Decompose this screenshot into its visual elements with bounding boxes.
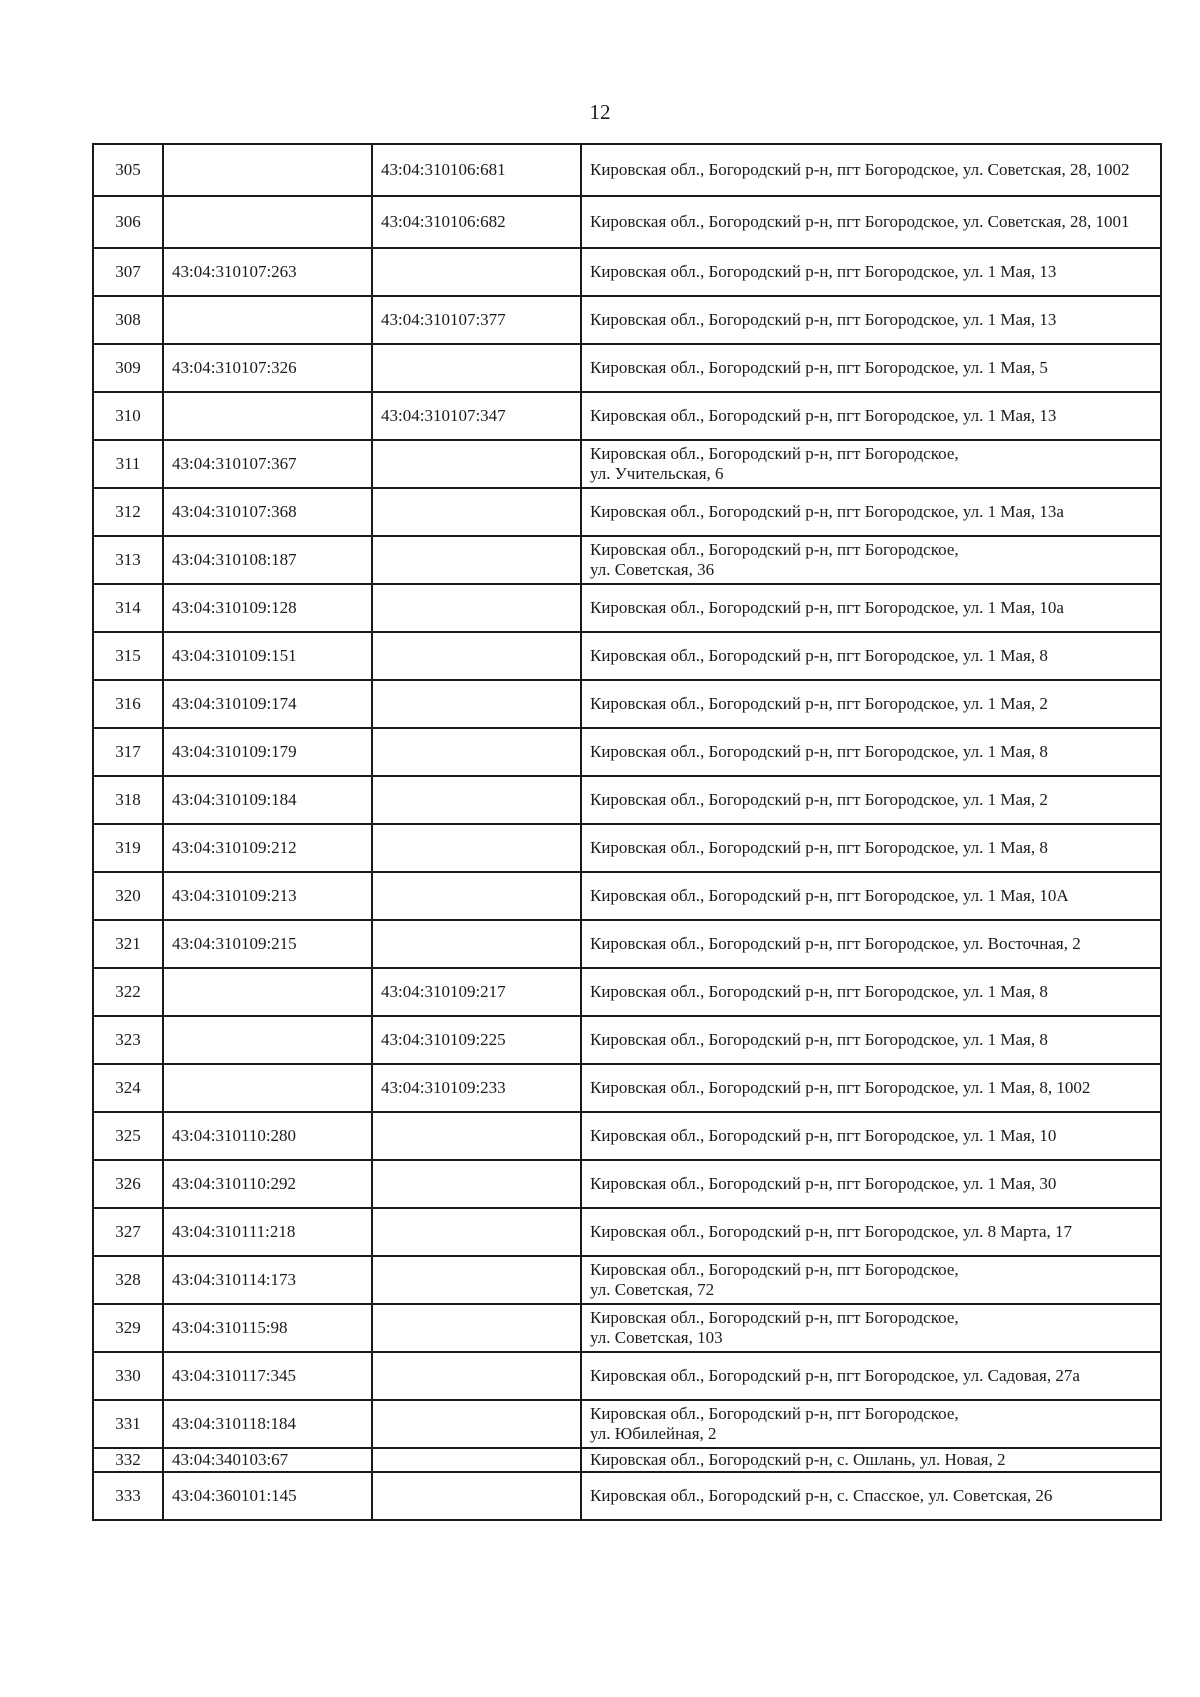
- address-cell: [581, 392, 1161, 440]
- table-row: [93, 1160, 1161, 1208]
- table-row: [93, 536, 1161, 584]
- cadastral-number-cell: 43:04:340103:67: [163, 1448, 372, 1472]
- table-row: [93, 1208, 1161, 1256]
- row-number-cell: 329: [93, 1304, 163, 1352]
- cadastral-number-cell: [372, 1304, 581, 1352]
- address-cell: [581, 872, 1161, 920]
- address-line: Кировская обл., Богородский р-н, пгт Богородское, ул. 1 Мая, 13: [590, 406, 1057, 425]
- cadastral-number-cell: [372, 920, 581, 968]
- cadastral-number-cell: [372, 1472, 581, 1520]
- address-cell: [581, 824, 1161, 872]
- cadastral-number-cell: 43:04:310109:217: [372, 968, 581, 1016]
- row-number-cell: 316: [93, 680, 163, 728]
- cadastral-number-cell: 43:04:310109:233: [372, 1064, 581, 1112]
- cadastral-number-cell: 43:04:310109:179: [163, 728, 372, 776]
- row-number-cell: 331: [93, 1400, 163, 1448]
- address-line: Кировская обл., Богородский р-н, пгт Богородское, ул. 1 Мая, 5: [590, 358, 1048, 377]
- address-cell: [581, 584, 1161, 632]
- cadastral-number-cell: 43:04:310110:280: [163, 1112, 372, 1160]
- cadastral-number-cell: [372, 584, 581, 632]
- cadastral-number-cell: [163, 144, 372, 196]
- cadastral-number-cell: 43:04:310115:98: [163, 1304, 372, 1352]
- address-cell: [581, 728, 1161, 776]
- address-cell: [581, 632, 1161, 680]
- cadastral-number-cell: 43:04:310107:377: [372, 296, 581, 344]
- address-cell: [581, 440, 1161, 488]
- address-line: ул. Советская, 36: [590, 560, 715, 579]
- address-line: Кировская обл., Богородский р-н, с. Ошлань, ул. Новая, 2: [590, 1450, 1006, 1469]
- address-cell: [581, 1160, 1161, 1208]
- address-cell: [581, 1064, 1161, 1112]
- cadastral-number-cell: 43:04:310106:681: [372, 144, 581, 196]
- page-number: 12: [589, 100, 611, 124]
- address-cell: [581, 488, 1161, 536]
- address-line: Кировская обл., Богородский р-н, пгт Богородское, ул. 1 Мая, 2: [590, 790, 1048, 809]
- table-row: [93, 776, 1161, 824]
- cadastral-number-cell: 43:04:310107:347: [372, 392, 581, 440]
- cadastral-number-cell: [372, 488, 581, 536]
- cadastral-number-cell: 43:04:310117:345: [163, 1352, 372, 1400]
- table-row: [93, 1016, 1161, 1064]
- address-line: Кировская обл., Богородский р-н, пгт Богородское, ул. Восточная, 2: [590, 934, 1081, 953]
- table-row: [93, 296, 1161, 344]
- address-line: Кировская обл., Богородский р-н, пгт Богородское,: [590, 1404, 959, 1423]
- row-number-cell: 332: [93, 1448, 163, 1472]
- row-number-cell: 320: [93, 872, 163, 920]
- address-line: ул. Учительская, 6: [590, 464, 724, 483]
- address-line: Кировская обл., Богородский р-н, пгт Богородское, ул. 1 Мая, 8: [590, 838, 1048, 857]
- cadastral-number-cell: 43:04:310109:215: [163, 920, 372, 968]
- address-line: Кировская обл., Богородский р-н, пгт Богородское, ул. 1 Мая, 8: [590, 982, 1048, 1001]
- cadastral-number-cell: [372, 872, 581, 920]
- address-line: Кировская обл., Богородский р-н, пгт Богородское, ул. Садовая, 27а: [590, 1366, 1080, 1385]
- address-line: Кировская обл., Богородский р-н, пгт Богородское, ул. 1 Мая, 10: [590, 1126, 1057, 1145]
- row-number-cell: 305: [93, 144, 163, 196]
- row-number-cell: 324: [93, 1064, 163, 1112]
- address-line: Кировская обл., Богородский р-н, пгт Богородское, ул. 1 Мая, 10А: [590, 886, 1069, 905]
- cadastral-number-cell: 43:04:310109:128: [163, 584, 372, 632]
- cadastral-number-cell: 43:04:310109:151: [163, 632, 372, 680]
- row-number-cell: 307: [93, 248, 163, 296]
- address-line: Кировская обл., Богородский р-н, пгт Богородское, ул. 1 Мая, 30: [590, 1174, 1057, 1193]
- address-cell: [581, 968, 1161, 1016]
- address-line: Кировская обл., Богородский р-н, пгт Богородское, ул. 1 Мая, 8, 1002: [590, 1078, 1091, 1097]
- cadastral-number-cell: 43:04:310109:212: [163, 824, 372, 872]
- cadastral-number-cell: [372, 248, 581, 296]
- row-number-cell: 333: [93, 1472, 163, 1520]
- table-row: [93, 196, 1161, 248]
- table-row: [93, 920, 1161, 968]
- address-line: Кировская обл., Богородский р-н, пгт Богородское,: [590, 1260, 959, 1279]
- address-cell: [581, 1400, 1161, 1448]
- row-number-cell: 325: [93, 1112, 163, 1160]
- cadastral-number-cell: 43:04:310107:367: [163, 440, 372, 488]
- address-cell: [581, 1448, 1161, 1472]
- row-number-cell: 323: [93, 1016, 163, 1064]
- row-number-cell: 312: [93, 488, 163, 536]
- cadastral-number-cell: [163, 392, 372, 440]
- cadastral-number-cell: [163, 1064, 372, 1112]
- address-line: Кировская обл., Богородский р-н, пгт Богородское, ул. 1 Мая, 8: [590, 1030, 1048, 1049]
- registry-table-body: [93, 144, 1161, 1520]
- address-line: Кировская обл., Богородский р-н, пгт Богородское, ул. Советская, 28, 1002: [590, 160, 1130, 179]
- row-number-cell: 309: [93, 344, 163, 392]
- cadastral-number-cell: [372, 440, 581, 488]
- cadastral-number-cell: 43:04:310111:218: [163, 1208, 372, 1256]
- cadastral-number-cell: [372, 824, 581, 872]
- cadastral-number-cell: [372, 1352, 581, 1400]
- cadastral-number-cell: [163, 1016, 372, 1064]
- address-cell: [581, 144, 1161, 196]
- cadastral-number-cell: 43:04:310108:187: [163, 536, 372, 584]
- cadastral-number-cell: 43:04:310109:184: [163, 776, 372, 824]
- cadastral-number-cell: [163, 968, 372, 1016]
- cadastral-number-cell: [372, 728, 581, 776]
- cadastral-number-cell: 43:04:310106:682: [372, 196, 581, 248]
- table-row: [93, 1448, 1161, 1472]
- cadastral-number-cell: [372, 536, 581, 584]
- row-number-cell: 317: [93, 728, 163, 776]
- cadastral-number-cell: 43:04:310110:292: [163, 1160, 372, 1208]
- row-number-cell: 326: [93, 1160, 163, 1208]
- address-line: Кировская обл., Богородский р-н, пгт Богородское,: [590, 1308, 959, 1327]
- table-row: [93, 968, 1161, 1016]
- cadastral-number-cell: [163, 196, 372, 248]
- row-number-cell: 311: [93, 440, 163, 488]
- address-cell: [581, 1304, 1161, 1352]
- table-row: [93, 440, 1161, 488]
- cadastral-number-cell: 43:04:310109:225: [372, 1016, 581, 1064]
- row-number-cell: 321: [93, 920, 163, 968]
- cadastral-number-cell: [372, 1112, 581, 1160]
- table-row: [93, 1472, 1161, 1520]
- address-line: Кировская обл., Богородский р-н, пгт Богородское, ул. 1 Мая, 8: [590, 742, 1048, 761]
- registry-table: [92, 143, 1162, 1521]
- address-cell: [581, 344, 1161, 392]
- row-number-cell: 314: [93, 584, 163, 632]
- cadastral-number-cell: 43:04:360101:145: [163, 1472, 372, 1520]
- address-cell: [581, 248, 1161, 296]
- address-line: Кировская обл., Богородский р-н, с. Спасское, ул. Советская, 26: [590, 1486, 1053, 1505]
- cadastral-number-cell: [372, 1208, 581, 1256]
- cadastral-number-cell: [163, 296, 372, 344]
- address-line: Кировская обл., Богородский р-н, пгт Богородское, ул. Советская, 28, 1001: [590, 212, 1130, 231]
- row-number-cell: 306: [93, 196, 163, 248]
- cadastral-number-cell: [372, 1256, 581, 1304]
- table-row: [93, 1304, 1161, 1352]
- table-row: [93, 144, 1161, 196]
- address-line: Кировская обл., Богородский р-н, пгт Богородское,: [590, 540, 959, 559]
- table-row: [93, 1256, 1161, 1304]
- table-row: [93, 1064, 1161, 1112]
- address-cell: [581, 920, 1161, 968]
- address-line: Кировская обл., Богородский р-н, пгт Богородское, ул. 1 Мая, 2: [590, 694, 1048, 713]
- table-row: [93, 632, 1161, 680]
- cadastral-number-cell: [372, 680, 581, 728]
- row-number-cell: 322: [93, 968, 163, 1016]
- table-row: [93, 680, 1161, 728]
- cadastral-number-cell: 43:04:310109:213: [163, 872, 372, 920]
- cadastral-number-cell: 43:04:310107:263: [163, 248, 372, 296]
- address-cell: [581, 1352, 1161, 1400]
- address-cell: [581, 196, 1161, 248]
- cadastral-number-cell: [372, 1448, 581, 1472]
- table-row: [93, 392, 1161, 440]
- row-number-cell: 308: [93, 296, 163, 344]
- address-line: Кировская обл., Богородский р-н, пгт Богородское, ул. 1 Мая, 13: [590, 262, 1057, 281]
- address-line: Кировская обл., Богородский р-н, пгт Богородское, ул. 1 Мая, 13а: [590, 502, 1064, 521]
- address-cell: [581, 296, 1161, 344]
- address-line: ул. Советская, 72: [590, 1280, 715, 1299]
- address-line: Кировская обл., Богородский р-н, пгт Богородское, ул. 1 Мая, 13: [590, 310, 1057, 329]
- address-line: Кировская обл., Богородский р-н, пгт Богородское, ул. 1 Мая, 10а: [590, 598, 1064, 617]
- cadastral-number-cell: 43:04:310107:368: [163, 488, 372, 536]
- address-cell: [581, 1112, 1161, 1160]
- table-row: [93, 728, 1161, 776]
- row-number-cell: 327: [93, 1208, 163, 1256]
- cadastral-number-cell: [372, 1160, 581, 1208]
- table-row: [93, 872, 1161, 920]
- cadastral-number-cell: 43:04:310109:174: [163, 680, 372, 728]
- address-line: Кировская обл., Богородский р-н, пгт Богородское,: [590, 444, 959, 463]
- table-row: [93, 1352, 1161, 1400]
- address-cell: [581, 1256, 1161, 1304]
- cadastral-number-cell: 43:04:310118:184: [163, 1400, 372, 1448]
- address-cell: [581, 1472, 1161, 1520]
- cadastral-number-cell: 43:04:310114:173: [163, 1256, 372, 1304]
- cadastral-number-cell: [372, 1400, 581, 1448]
- row-number-cell: 328: [93, 1256, 163, 1304]
- cadastral-number-cell: [372, 632, 581, 680]
- address-cell: [581, 680, 1161, 728]
- row-number-cell: 313: [93, 536, 163, 584]
- address-line: Кировская обл., Богородский р-н, пгт Богородское, ул. 8 Марта, 17: [590, 1222, 1072, 1241]
- table-row: [93, 584, 1161, 632]
- row-number-cell: 318: [93, 776, 163, 824]
- table-row: [93, 1400, 1161, 1448]
- table-row: [93, 248, 1161, 296]
- address-cell: [581, 1016, 1161, 1064]
- cadastral-number-cell: [372, 776, 581, 824]
- address-line: ул. Советская, 103: [590, 1328, 723, 1347]
- address-cell: [581, 1208, 1161, 1256]
- table-row: [93, 488, 1161, 536]
- table-row: [93, 824, 1161, 872]
- row-number-cell: 315: [93, 632, 163, 680]
- address-line: ул. Юбилейная, 2: [590, 1424, 717, 1443]
- table-row: [93, 1112, 1161, 1160]
- address-cell: [581, 776, 1161, 824]
- address-line: Кировская обл., Богородский р-н, пгт Богородское, ул. 1 Мая, 8: [590, 646, 1048, 665]
- row-number-cell: 330: [93, 1352, 163, 1400]
- row-number-cell: 319: [93, 824, 163, 872]
- cadastral-number-cell: [372, 344, 581, 392]
- table-row: [93, 344, 1161, 392]
- cadastral-number-cell: 43:04:310107:326: [163, 344, 372, 392]
- address-cell: [581, 536, 1161, 584]
- row-number-cell: 310: [93, 392, 163, 440]
